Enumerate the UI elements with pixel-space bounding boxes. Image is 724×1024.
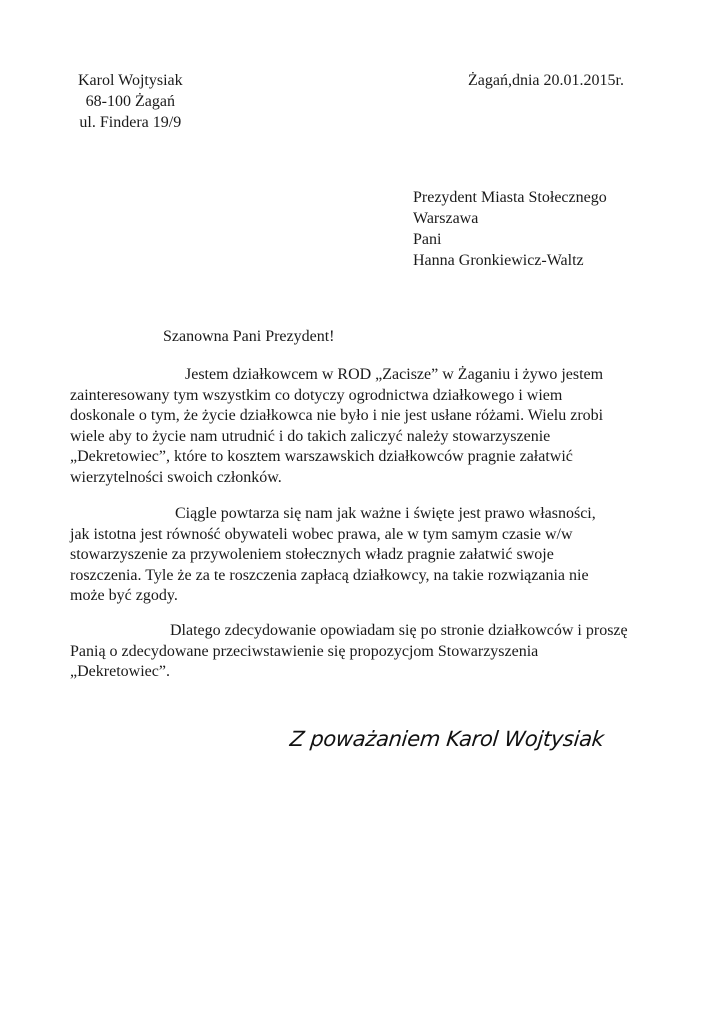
paragraph-line: jak istotna jest równość obywateli wobec prawa, ale w tym samym czasie w/w — [70, 525, 573, 543]
recipient-address — [413, 187, 607, 271]
paragraph-line: roszczenia. Tyle że za te roszczenia zapłacą działkowcy, na takie rozwiązania nie — [70, 566, 589, 584]
sender-name: Karol Wojtysiak — [78, 72, 183, 89]
paragraph-3 — [70, 621, 670, 683]
signature: Z poważaniem Karol Wojtysiak — [288, 727, 606, 751]
sender-postal: 68-100 Żagań — [85, 93, 175, 110]
paragraph-2 — [70, 504, 670, 607]
paragraph-line: wierzytelności swoich członków. — [70, 468, 282, 486]
recipient-line-1: Prezydent Miasta Stołecznego — [413, 189, 607, 206]
paragraph-line: Ciągle powtarza się nam jak ważne i święte jest prawo własności, — [175, 505, 596, 522]
paragraph-line: może być zgody. — [70, 587, 178, 605]
paragraph-line: „Dekretowiec”, które to kosztem warszawskich działkowców pragnie załatwić — [70, 448, 573, 466]
paragraph-1 — [70, 365, 670, 489]
sender-address — [78, 70, 183, 133]
paragraph-line: Panią o zdecydowane przeciwstawienie się propozycjom Stowarzyszenia — [70, 642, 539, 660]
paragraph-line: Dlatego zdecydowanie opowiadam się po stronie działkowców i proszę — [170, 622, 628, 639]
paragraph-line: Jestem działkowcem w ROD „Zacisze” w Żaganiu i żywo jestem — [185, 366, 604, 383]
recipient-line-4: Hanna Gronkiewicz-Waltz — [413, 252, 584, 269]
salutation: Szanowna Pani Prezydent! — [163, 328, 335, 345]
paragraph-line: zainteresowany tym wszystkim co dotyczy ogrodnictwa działkowego i wiem — [70, 386, 563, 404]
paragraph-line: doskonale o tym, że życie działkowca nie było i nie jest usłane różami. Wielu zrobi — [70, 407, 604, 425]
recipient-line-3: Pani — [413, 231, 442, 248]
sender-street: ul. Findera 19/9 — [79, 114, 182, 131]
paragraph-line: stowarzyszenie za przywoleniem stołecznych władz pragnie załatwić swoje — [70, 546, 554, 564]
paragraph-line: wiele aby to życie nam utrudnić i do takich zaliczyć należy stowarzyszenie — [70, 427, 551, 445]
recipient-line-2: Warszawa — [413, 210, 479, 227]
paragraph-line: „Dekretowiec”. — [70, 663, 170, 681]
letter-date: Żagań,dnia 20.01.2015r. — [468, 72, 624, 89]
